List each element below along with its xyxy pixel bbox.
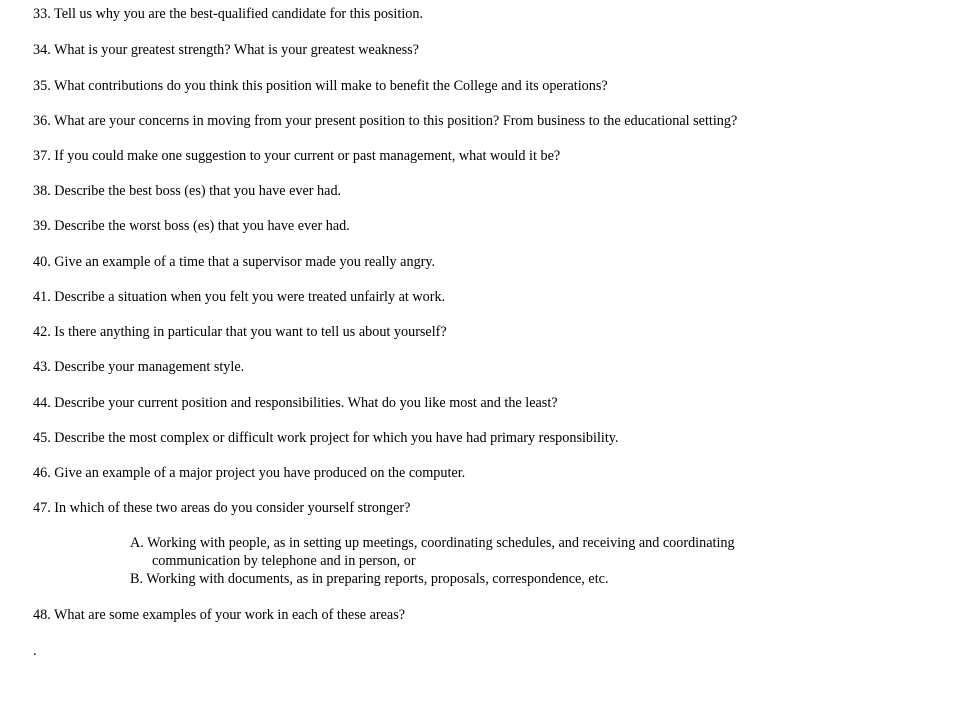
question-33: 33. Tell us why you are the best-qualified candidate for this position. (33, 6, 423, 22)
question-38: 38. Describe the best boss (es) that you have ever had. (33, 183, 342, 199)
question-36: 36. What are your concerns in moving from your present position to this position? From business to the educational setting? (33, 113, 738, 129)
question-47: 47. In which of these two areas do you consider yourself stronger? (33, 500, 411, 516)
question-40: 40. Give an example of a time that a supervisor made you really angry. (33, 254, 436, 270)
option-a-line-1: A. Working with people, as in setting up meetings, coordinating schedules, and receiving and coordinating (130, 535, 735, 551)
option-a-line-2: communication by telephone and in person, or (152, 553, 416, 569)
question-45: 45. Describe the most complex or difficult work project for which you have had primary responsibility. (33, 430, 619, 446)
question-43: 43. Describe your management style. (33, 359, 245, 375)
question-35: 35. What contributions do you think this position will make to benefit the College and its operations? (33, 78, 608, 94)
question-41: 41. Describe a situation when you felt you were treated unfairly at work. (33, 289, 446, 305)
question-39: 39. Describe the worst boss (es) that you have ever had. (33, 218, 350, 234)
question-46: 46. Give an example of a major project you have produced on the computer. (33, 465, 466, 481)
question-42: 42. Is there anything in particular that you want to tell us about yourself? (33, 324, 447, 340)
option-b-line-1: B. Working with documents, as in preparing reports, proposals, correspondence, etc. (130, 571, 609, 587)
question-34: 34. What is your greatest strength? What is your greatest weakness? (33, 42, 419, 58)
question-37: 37. If you could make one suggestion to your current or past management, what would it be? (33, 148, 561, 164)
trailing-mark: . (33, 643, 37, 659)
question-44: 44. Describe your current position and responsibilities. What do you like most and the least? (33, 395, 558, 411)
question-48: 48. What are some examples of your work in each of these areas? (33, 607, 406, 623)
